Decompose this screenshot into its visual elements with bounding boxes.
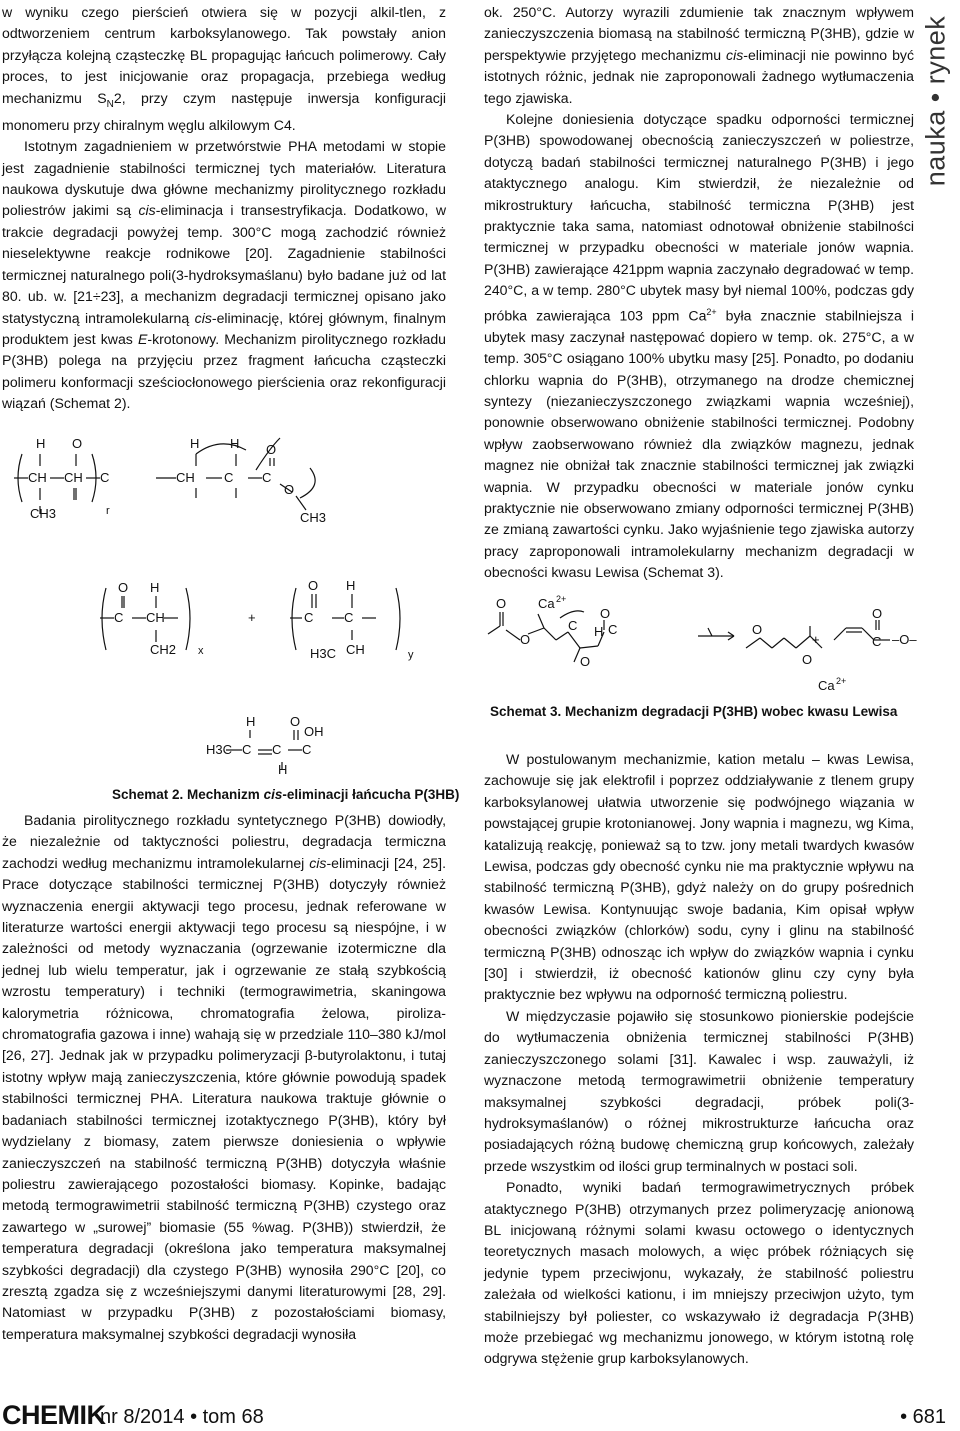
section-label [916,6,956,196]
svg-text:+: + [812,632,820,647]
svg-text:H3C: H3C [310,646,337,661]
svg-text:H3C: H3C [206,742,233,757]
svg-text:O: O [284,482,295,497]
svg-text:O: O [308,578,319,593]
svg-text:C: C [568,618,578,633]
svg-text:CH3: CH3 [300,510,327,525]
svg-text:Ca: Ca [818,678,835,693]
svg-text:O: O [290,714,301,729]
paragraph: Kolejne doniesienia dotyczące spadku odporności termicznej P(3HB) spowodowanej obecnością zanieczyszczeń w poliestrze, dotyczą badań stabilności termicznej naturalnego P(3HB) i jego ataktycznego analogu. Kim stwierdził, że niezależnie od mikrostruktury łańcucha, stabilność termiczna P(3HB) jest praktycznie taka sama, natomiast odnotował obniżenie stabilności termicznej w przypadku obecności w materiale jonów wapnia. P(3HB) zawierające 421ppm wapnia zaczynało degradować w temp. 240°C, a w temp. 280°C ubytek masy był niemal 100%, podczas gdy próbka zawierająca 103 ppm $Ca^{2+}$ była znacznie stabilniejsza i ubytek masy zaczynał następować dopiero w temp. ok. 275°C, a w temp. 305°C osiągano 100% ubytku masy [25]. Ponadto, po dodaniu chlorku wapnia do P(3HB), otrzymanego na drodze chemicznej syntezy (niezanieczyszczonego związkami wapnia wcześniej), ponownie obserwowano obniżenie stabilności termicznej. Podobny wpływ zaobserwowano również dla związków magnezu, jednak magnez nie obniżał tak znacznie stabilności termicznej jak związki wapnia. W przypadku obecności w materiale jonów cynku praktycznie nie obserwowano zmiany odporności termicznej P(3HB) ze zmianą zawartości cynku. Jako wyjaśnienie tego zjawiska autorzy pracy zaproponowali intramolekularny mechanizm degradacji w obecności kwasu Lewisa (Schemat 3). [484,111,914,581]
scheme-3-caption: Schemat 3. Mechanizm degradacji P(3HB) wobec kwasu Lewisa [490,704,898,719]
left-column-bottom [2,810,446,1345]
svg-text:H: H [36,436,46,451]
svg-text:+: + [248,610,256,625]
svg-text:H: H [230,436,240,451]
svg-text:C: C [224,470,234,485]
svg-text:O: O [600,606,611,621]
left-column-top [2,2,446,415]
svg-text:H: H [346,578,356,593]
svg-text:H: H [150,580,160,595]
svg-text:CH: CH [176,470,195,485]
svg-text:H: H [594,624,604,639]
svg-text:CH3: CH3 [30,506,57,521]
scheme-2-figure [0,418,470,778]
issue-info: nr 8/2014 • tom 68 [100,1406,264,1428]
svg-text:CH: CH [28,470,47,485]
svg-text:CH: CH [346,642,365,657]
svg-text:H: H [278,762,288,777]
svg-text:C: C [872,634,882,649]
paragraph: W postulowanym mechanizmie, kation metalu – kwas Lewisa, zachowuje się jak elektrofil i poprzez oddziaływanie z tlenem grupy karboksylanowej ułatwia utworzenie się podwójnego wiązania w powstającej grupie krotonianowej. Jony wapnia i magnezu, wg Kima, katalizują reakcję, ponieważ są to tzw. jony metali twardych kwasów Lewisa, podczas gdy obecność cynku nie ma praktycznie wpływu na stabilność termiczną P(3HB), gdyż należy on do grupy pośrednich kwasów Lewisa. Kontynuując swoje badania, Kim opisał wpływ obecności związków (chlorków) sodu, cyny i glinu na stabilność termiczną P(3HB) odnosząc ich wpływ do związków wapnia i cynku [30] i stwierdził, iż obecność kationów glinu czy cyny była praktycznie bez wpływu na odporność termiczną poliestru. [484,751,914,1003]
svg-text:CH: CH [146,610,165,625]
paragraph: w wyniku czego pierścień otwiera się w pozycji alkil-tlen, z odtworzeniem centrum karboksylanowego. Tak powstały anion przyłącza kolejną cząsteczkę BL propagując łańcuch polimerowy. Cały proces, to jest inicjowanie oraz propagacja, przebiega według mechanizmu $S_N2$, przy czym następuje inwersja konfiguracji monomeru przy chiralnym węglu alkilowym C4. [2,4,446,133]
svg-text:Ca: Ca [538,596,555,611]
svg-text:C: C [272,742,282,757]
svg-text:C: C [608,622,618,637]
svg-text:C: C [302,742,312,757]
paragraph: ok. 250°C. Autorzy wyrazili zdumienie tak znacznym wpływem zanieczyszczenia biomasą na stabilność termiczną P(3HB), gdzie w perspektywie przyjętego mechanizmu cis-eliminacji nie powinno być istotnych różnic, jednak nie zaproponowali żadnego wytłumaczenia tego zjawiska. [484,4,915,106]
svg-text:C: C [242,742,252,757]
svg-text:2+: 2+ [836,676,847,686]
paragraph: W międzyczasie pojawiło się stosunkowo pionierskie podejście do wytłumaczenia obniżenia termicznej stabilności P(3HB) zanieczyszczonego solami [31]. Kawalec i wsp. zauważyli, iż wyznaczone metodą termograwimetrii obniżenie temperatury maksymalnej szybkości degradacji, próbek poli(3-hydroksymaślanów) o różnej mikrostrukturze łańcucha oraz posiadających różną budowę chemiczną grup końcowych, zależały przede wszystkim od ilości grup terminalnych w postaci soli. [484,1007,914,1174]
svg-text:O: O [266,442,277,457]
right-column-top [484,2,914,584]
svg-text:C: C [304,610,314,625]
svg-text:O: O [496,596,507,611]
svg-text:OH: OH [304,724,324,739]
paragraph: Ponadto, wyniki badań termograwimetrycznych próbek ataktycznego P(3HB) otrzymanych przez polimeryzację anionową BL inicjowaną różnymi solami kwasu octowego o identycznych teoretycznych masach molowych, a więc próbek różniących się jedynie typem przeciwjonu, wykazały, że stabilność poliestru zależała od wielkości kationu, i im mniejszy przeciwjon użyto, tym stabilniejszy był poliester, co wskazywało iż degradacja P(3HB) może przebiegać wg mechanizmu jonowego, w którym istotną rolę odgrywa stężenie grup karboksylanowych. [484,1179,914,1367]
svg-text:x: x [198,645,204,657]
svg-text:C: C [262,470,272,485]
svg-text:2+: 2+ [556,594,567,604]
journal-brand: CHEMIK [2,1400,106,1430]
svg-text:r: r [106,505,110,517]
svg-text:O: O [872,606,883,621]
svg-text:O: O [752,622,763,637]
svg-text:H: H [190,436,200,451]
svg-text:y: y [408,649,414,661]
svg-text:C: C [100,470,110,485]
svg-text:O: O [72,436,83,451]
svg-text:CH: CH [64,470,83,485]
paragraph: Badania pirolitycznego rozkładu syntetycznego P(3HB) dowiodły, że niezależnie od taktyczności poliestru, degradacja termiczna zachodzi według mechanizmu intramolekularnej cis-eliminacji [24, 25]. Prace dotyczące stabilności termicznej P(3HB) dotyczyły również wyznaczenia energii aktywacji tego procesu, jednak referowane w literaturze wartości energii aktywacji tego procesu są niespójne, i w zależności od metody wyznaczania (ogrzewanie izotermiczne dla jednej lub wielu temperatur, jak i ogrzewanie ze stałą szybkością wzrostu temperatury) i techniki (termograwimetria, skaningowa kalorymetria różnicowa, chromatografia żelowa, piroliza-chromatografia gazowa i inne) wahają się w przedziale 110–380 kJ/mol [26, 27]. Jednak jak w przypadku polimeryzacji β-butyrolaktonu, i tutaj istotny wpływ mają zanieczyszczenia, które głównie powodują spadek stabilności termicznej PHA. Literatura naukowa traktuje głównie o badaniach stabilności termicznej izotaktycznego P(3HB), który był wydzielany z biomasy, zatem pierwsze doniesienia o wpływie zanieczyszczeń na stabilność termiczną P(3HB) dotyczyła właśnie poliestru zawierającego pozostałości biomasy. Kopinke, badając metodą termograwimetrii stabilność termiczną P(3HB) czystego oraz zawartego w „surowej” biomasie (55 %wag. P(3HB)) stwierdził, że temperatura degradacji (określona jako temperatura maksymalnej szybkości degradacji) dla czystego P(3HB) wynosiła 290°C [20], co zresztą zgadza się z wcześniejszymi danymi literaturowymi [28, 29]. Natomiast w przypadku P(3HB) z pozostałościami biomasy, temperatura maksymalnej szybkości degradacji wynosiła [2,812,446,1342]
svg-text:CH2: CH2 [150,642,177,657]
scheme-2-caption: Schemat 2. Mechanizm cis-eliminacji łańcucha P(3HB) [112,787,460,802]
page-number: • 681 [900,1406,946,1428]
svg-text:C: C [344,610,354,625]
svg-text:H: H [246,714,256,729]
right-column-bottom [484,749,914,1370]
svg-text:–O–: –O– [892,632,917,647]
section-label-text: nauka • rynek [920,15,951,187]
svg-text:O: O [118,580,129,595]
scheme-3-figure [484,590,944,700]
svg-text:C: C [114,610,124,625]
svg-text:O: O [802,652,813,667]
paragraph: Istotnym zagadnieniem w przetwórstwie PHA metodami w stopie jest zagadnienie stabilności termicznej tych materiałów. Literatura naukowa dyskutuje dwa główne mechanizmy pirolitycznego rozkładu poliestrów jakimi są cis-eliminacja i transestryfikacja. Dodatkowo, w trakcie degradacji powyżej temp. 300°C mogą zachodzić również nieselektywne reakcje rodnikowe [20]. Zagadnienie stabilności termicznej naturalnego poli(3-hydroksymaślanu) było badane już od lat 80. ub. w. [21÷23], a mechanizm degradacji termicznej opisano jako statystyczną intramolekularną cis-eliminację, której głównym, finalnym produktem jest kwas E-krotonowy. Mechanizm pirolitycznego rozkładu P(3HB) polega na przyjęciu przez fragment łańcucha cząsteczki polimeru konformacji sześciocłonowego pierścienia oraz rekonfiguracji wiązań (Schemat 2). [2,138,447,412]
svg-text:O: O [580,654,591,669]
page-footer [0,1400,960,1431]
svg-text:O: O [520,632,531,647]
